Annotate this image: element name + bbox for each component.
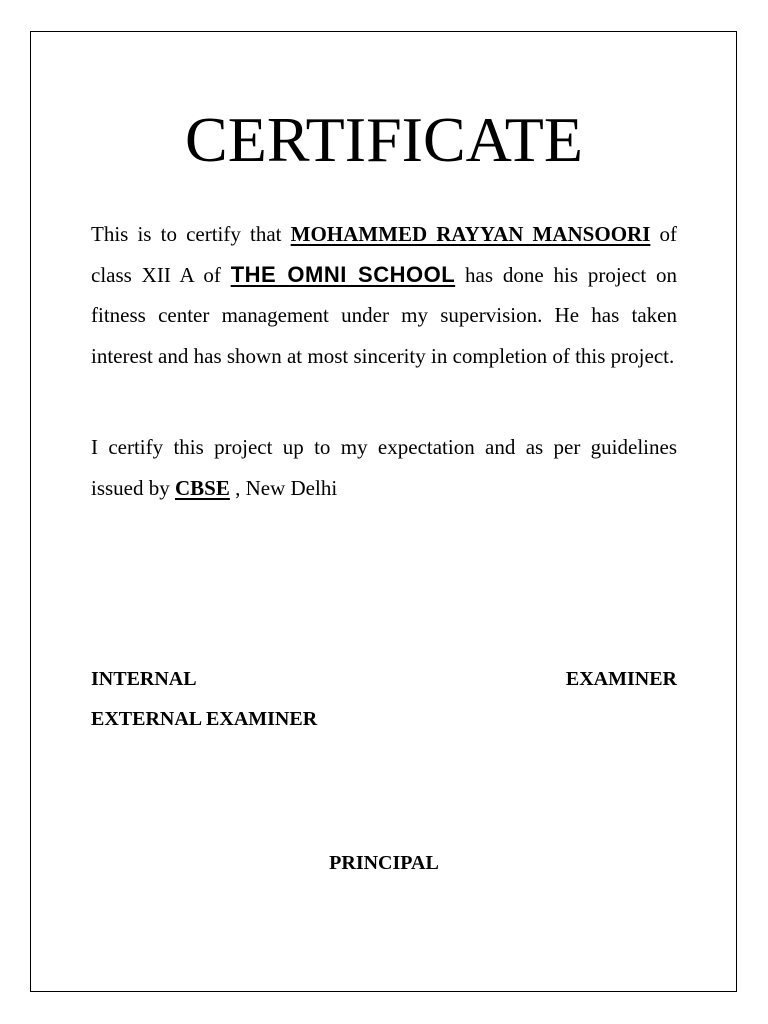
- board-name: CBSE: [175, 475, 230, 500]
- project-description: has done his project on fitness center management under my supervision. He has taken interest and has shown at most sincerity in completion of this project.: [91, 262, 677, 368]
- principal-signature-label: PRINCIPAL: [329, 852, 439, 874]
- location-text: , New Delhi: [235, 475, 338, 500]
- guidelines-paragraph: [91, 427, 677, 508]
- student-name: MOHAMMED RAYYAN MANSOORI: [290, 222, 651, 246]
- examiner-signature-label: EXAMINER: [565, 668, 677, 690]
- external-examiner-signature-label: EXTERNAL EXAMINER: [91, 708, 318, 730]
- class-text: of class XII A of: [91, 222, 678, 287]
- certification-paragraph: [91, 214, 677, 376]
- intro-text: This is to certify that: [91, 222, 282, 246]
- certificate-title: CERTIFICATE: [185, 104, 583, 175]
- school-name: THE OMNI SCHOOL: [230, 261, 456, 287]
- guidelines-text: I certify this project up to my expectation and as per guidelines issued by: [91, 435, 677, 500]
- internal-signature-label: INTERNAL: [91, 668, 197, 690]
